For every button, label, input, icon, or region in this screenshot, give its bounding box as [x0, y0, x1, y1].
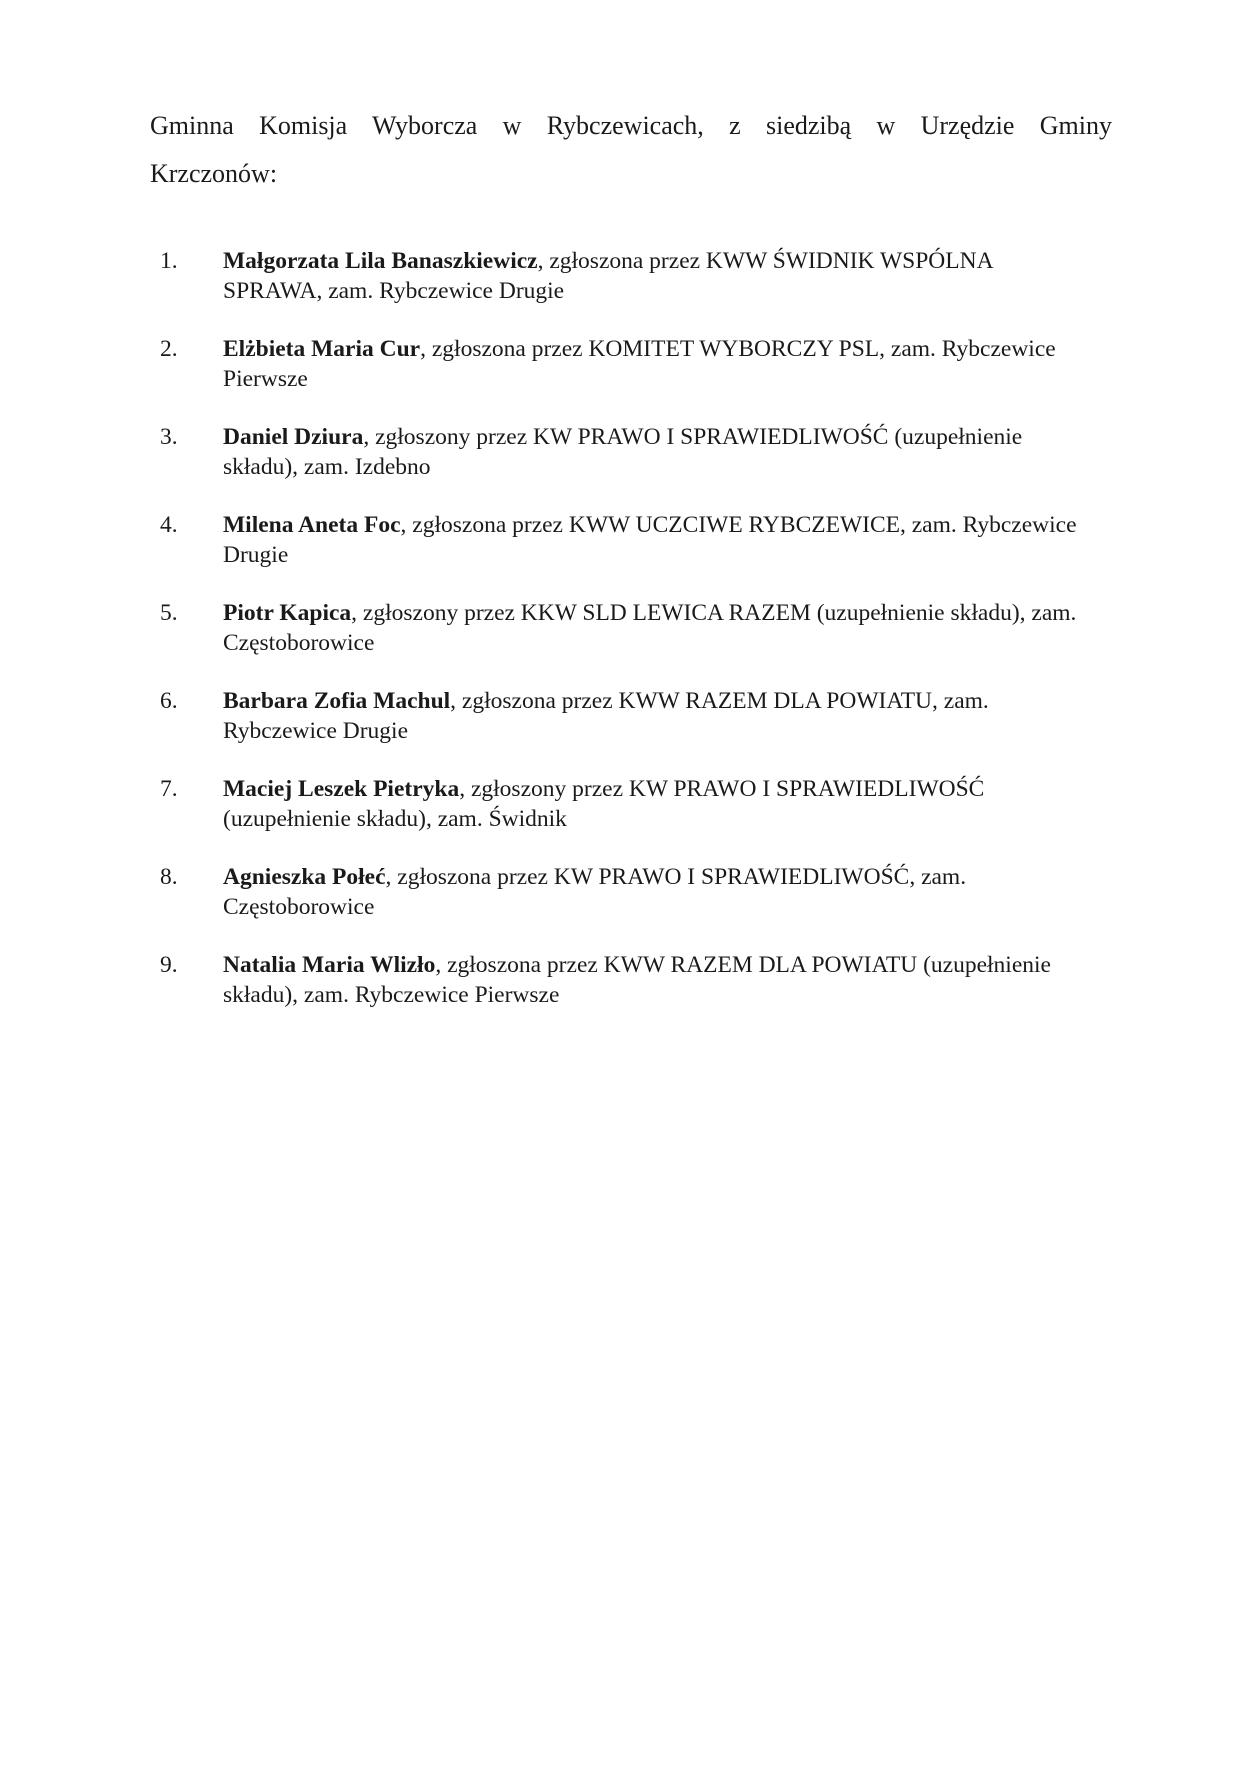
- list-item: [160, 598, 1090, 658]
- member-details: , zgłoszona przez KWW ŚWIDNIK WSPÓLNA SPRAWA, zam. Rybczewice Drugie: [223, 248, 993, 304]
- member-details: , zgłoszona przez KOMITET WYBORCZY PSL, zam. Rybczewice Pierwsze: [223, 336, 1056, 392]
- list-item: [160, 334, 1090, 394]
- member-number: 8.: [160, 864, 178, 890]
- member-name: Daniel Dziura: [223, 424, 364, 450]
- list-item: [160, 862, 1090, 922]
- member-number: 6.: [160, 688, 178, 714]
- member-number: 7.: [160, 776, 178, 802]
- list-item: [160, 510, 1090, 570]
- member-details: , zgłoszona przez KW PRAWO I SPRAWIEDLIWOŚĆ, zam. Częstoborowice: [223, 864, 967, 920]
- member-number: 5.: [160, 600, 178, 626]
- list-item: [160, 686, 1090, 746]
- member-details: , zgłoszony przez KW PRAWO I SPRAWIEDLIWOŚĆ (uzupełnienie składu), zam. Izdebno: [223, 424, 1023, 480]
- member-details: , zgłoszony przez KW PRAWO I SPRAWIEDLIWOŚĆ (uzupełnienie składu), zam. Świdnik: [223, 776, 985, 832]
- member-name: Piotr Kapica: [223, 600, 352, 626]
- member-number: 9.: [160, 952, 178, 978]
- member-number: 4.: [160, 512, 178, 538]
- member-number: 2.: [160, 336, 178, 362]
- list-item: [160, 950, 1090, 1010]
- member-name: Agnieszka Połeć: [223, 864, 386, 890]
- member-name: Milena Aneta Foc: [223, 512, 401, 538]
- member-details: , zgłoszony przez KKW SLD LEWICA RAZEM (uzupełnienie składu), zam. Częstoborowice: [223, 600, 1077, 656]
- member-details: , zgłoszona przez KWW RAZEM DLA POWIATU, zam. Rybczewice Drugie: [223, 688, 989, 744]
- member-details: , zgłoszona przez KWW RAZEM DLA POWIATU (uzupełnienie składu), zam. Rybczewice Pierwsze: [223, 952, 1051, 1008]
- list-item: [160, 774, 1090, 834]
- member-name: Elżbieta Maria Cur: [223, 336, 421, 362]
- member-list: [160, 246, 1090, 1038]
- list-item: [160, 422, 1090, 482]
- member-name: Barbara Zofia Machul: [223, 688, 451, 714]
- member-number: 1.: [160, 248, 178, 274]
- member-number: 3.: [160, 424, 178, 450]
- member-details: , zgłoszona przez KWW UCZCIWE RYBCZEWICE, zam. Rybczewice Drugie: [223, 512, 1077, 568]
- commission-heading: Gminna Komisja Wyborcza w Rybczewicach, z siedzibą w Urzędzie Gminy Krzczonów:: [150, 111, 1112, 188]
- member-name: Maciej Leszek Pietryka: [223, 776, 460, 802]
- list-item: [160, 246, 1090, 306]
- member-name: Małgorzata Lila Banaszkiewicz: [223, 248, 538, 274]
- member-name: Natalia Maria Wlizło: [223, 952, 436, 978]
